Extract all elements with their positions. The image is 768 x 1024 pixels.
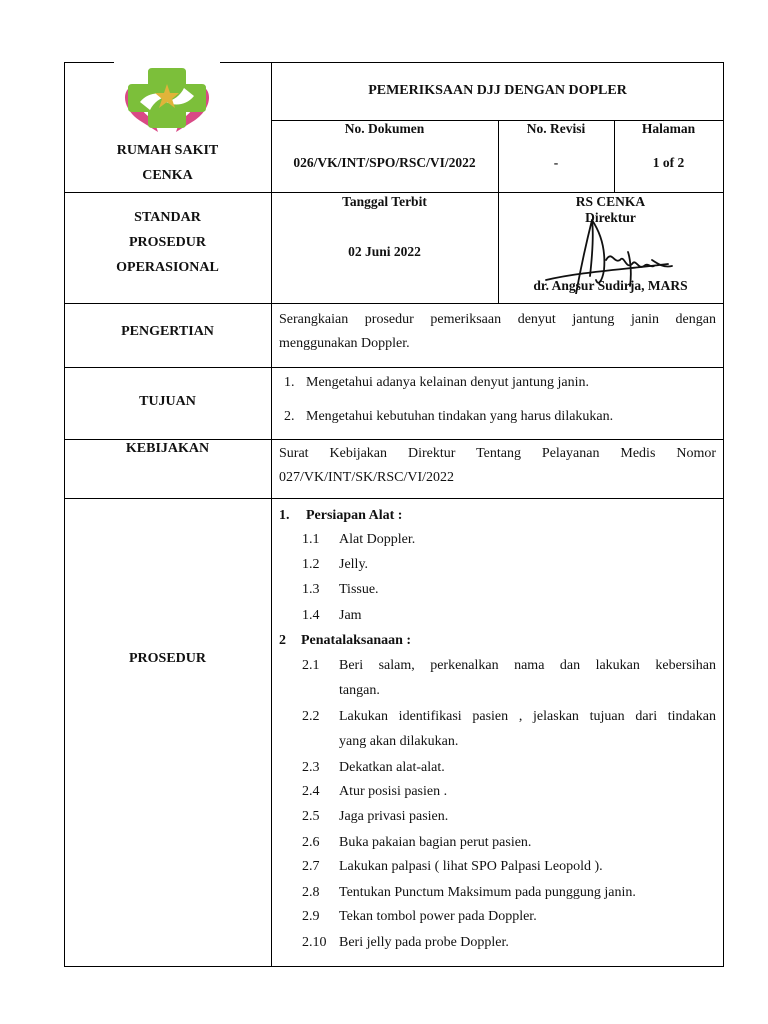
list-item-text: Tekan tombol power pada Doppler. [339,909,537,924]
hospital-name-line1: RUMAH SAKIT [116,143,219,158]
tujuan-item-1-text: Mengetahui adanya kelainan denyut jantung janin. [306,375,590,390]
doc-no-label: No. Dokumen [344,121,425,136]
section1-num: 1. [279,508,290,523]
list-item-text: Jaga privasi pasien. [339,809,449,824]
sop-line2: PROSEDUR [128,235,206,250]
section2-num: 2 [279,633,286,648]
list-item-num: 1.2 [302,557,320,572]
list-item-text: Tentukan Punctum Maksimum pada punggung janin. [339,885,636,900]
list-item-num: 1.1 [302,532,320,547]
tujuan-item-2-text: Mengetahui kebutuhan tindakan yang harus dilakukan. [306,409,614,424]
list-item-text: Dekatkan alat-alat. [339,760,445,775]
page-label: Halaman [641,121,696,136]
section1-title: Persiapan Alat : [306,508,403,523]
list-item-num: 2.3 [302,760,320,775]
list-item-text: Lakukan identifikasi pasien , jelaskan tujuan dari tindakan [339,709,716,724]
list-item-text: Lakukan palpasi ( lihat SPO Palpasi Leopold ). [339,859,603,874]
list-item-text-cont: tangan. [339,683,380,698]
doc-no-value: 026/VK/INT/SPO/RSC/VI/2022 [293,155,476,170]
list-item-num: 2.9 [302,909,320,924]
list-item-text-cont: yang akan dilakukan. [339,734,459,749]
list-item-num: 2.10 [302,935,327,950]
revision-value: - [553,155,559,170]
hospital-logo [114,62,220,138]
page-value: 1 of 2 [652,155,685,170]
kebijakan-label: KEBIJAKAN [125,441,210,456]
list-item-num: 2.5 [302,809,320,824]
list-item-text: Atur posisi pasien . [339,784,448,799]
tujuan-item-2-num: 2. [284,409,295,424]
list-item-text: Tissue. [339,582,379,597]
sop-line3: OPERASIONAL [116,260,219,275]
list-item-num: 1.3 [302,582,320,597]
list-item-text: Jam [339,608,362,623]
list-item-num: 2.1 [302,658,320,673]
director-name: dr. Angsur Sudirja, MARS [533,278,688,293]
list-item-num: 2.2 [302,709,320,724]
pengertian-text-line1: Serangkaian prosedur pemeriksaan denyut jantung janin dengan [279,312,716,327]
tujuan-label: TUJUAN [139,394,196,409]
rs-label: RS CENKA [575,194,646,209]
list-item-num: 1.4 [302,608,320,623]
list-item-num: 2.7 [302,859,320,874]
list-item-num: 2.4 [302,784,320,799]
hospital-name-line2: CENKA [142,168,193,183]
kebijakan-text-line2: 027/VK/INT/SK/RSC/VI/2022 [279,470,455,485]
kebijakan-text-line1: Surat Kebijakan Direktur Tentang Pelayanan Medis Nomor [279,446,716,461]
list-item-num: 2.8 [302,885,320,900]
director-label: Direktur [585,210,636,225]
list-item-text: Beri jelly pada probe Doppler. [339,935,509,950]
tujuan-item-1-num: 1. [284,375,295,390]
cross-heart-logo-icon [114,62,220,138]
prosedur-label: PROSEDUR [128,651,206,666]
list-item-text: Beri salam, perkenalkan nama dan lakukan kebersihan [339,658,716,673]
section2-title: Penatalaksanaan : [301,633,412,648]
pengertian-text-line2: menggunakan Doppler. [279,336,410,351]
issue-date-label: Tanggal Terbit [342,194,427,209]
revision-label: No. Revisi [526,121,586,136]
list-item-text: Alat Doppler. [339,532,416,547]
list-item-text: Jelly. [339,557,369,572]
list-item-num: 2.6 [302,835,320,850]
issue-date-value: 02 Juni 2022 [348,244,421,259]
pengertian-label: PENGERTIAN [121,324,214,339]
page-title: PEMERIKSAAN DJJ DENGAN DOPLER [368,83,627,98]
sop-line1: STANDAR [134,210,201,225]
list-item-text: Buka pakaian bagian perut pasien. [339,835,532,850]
